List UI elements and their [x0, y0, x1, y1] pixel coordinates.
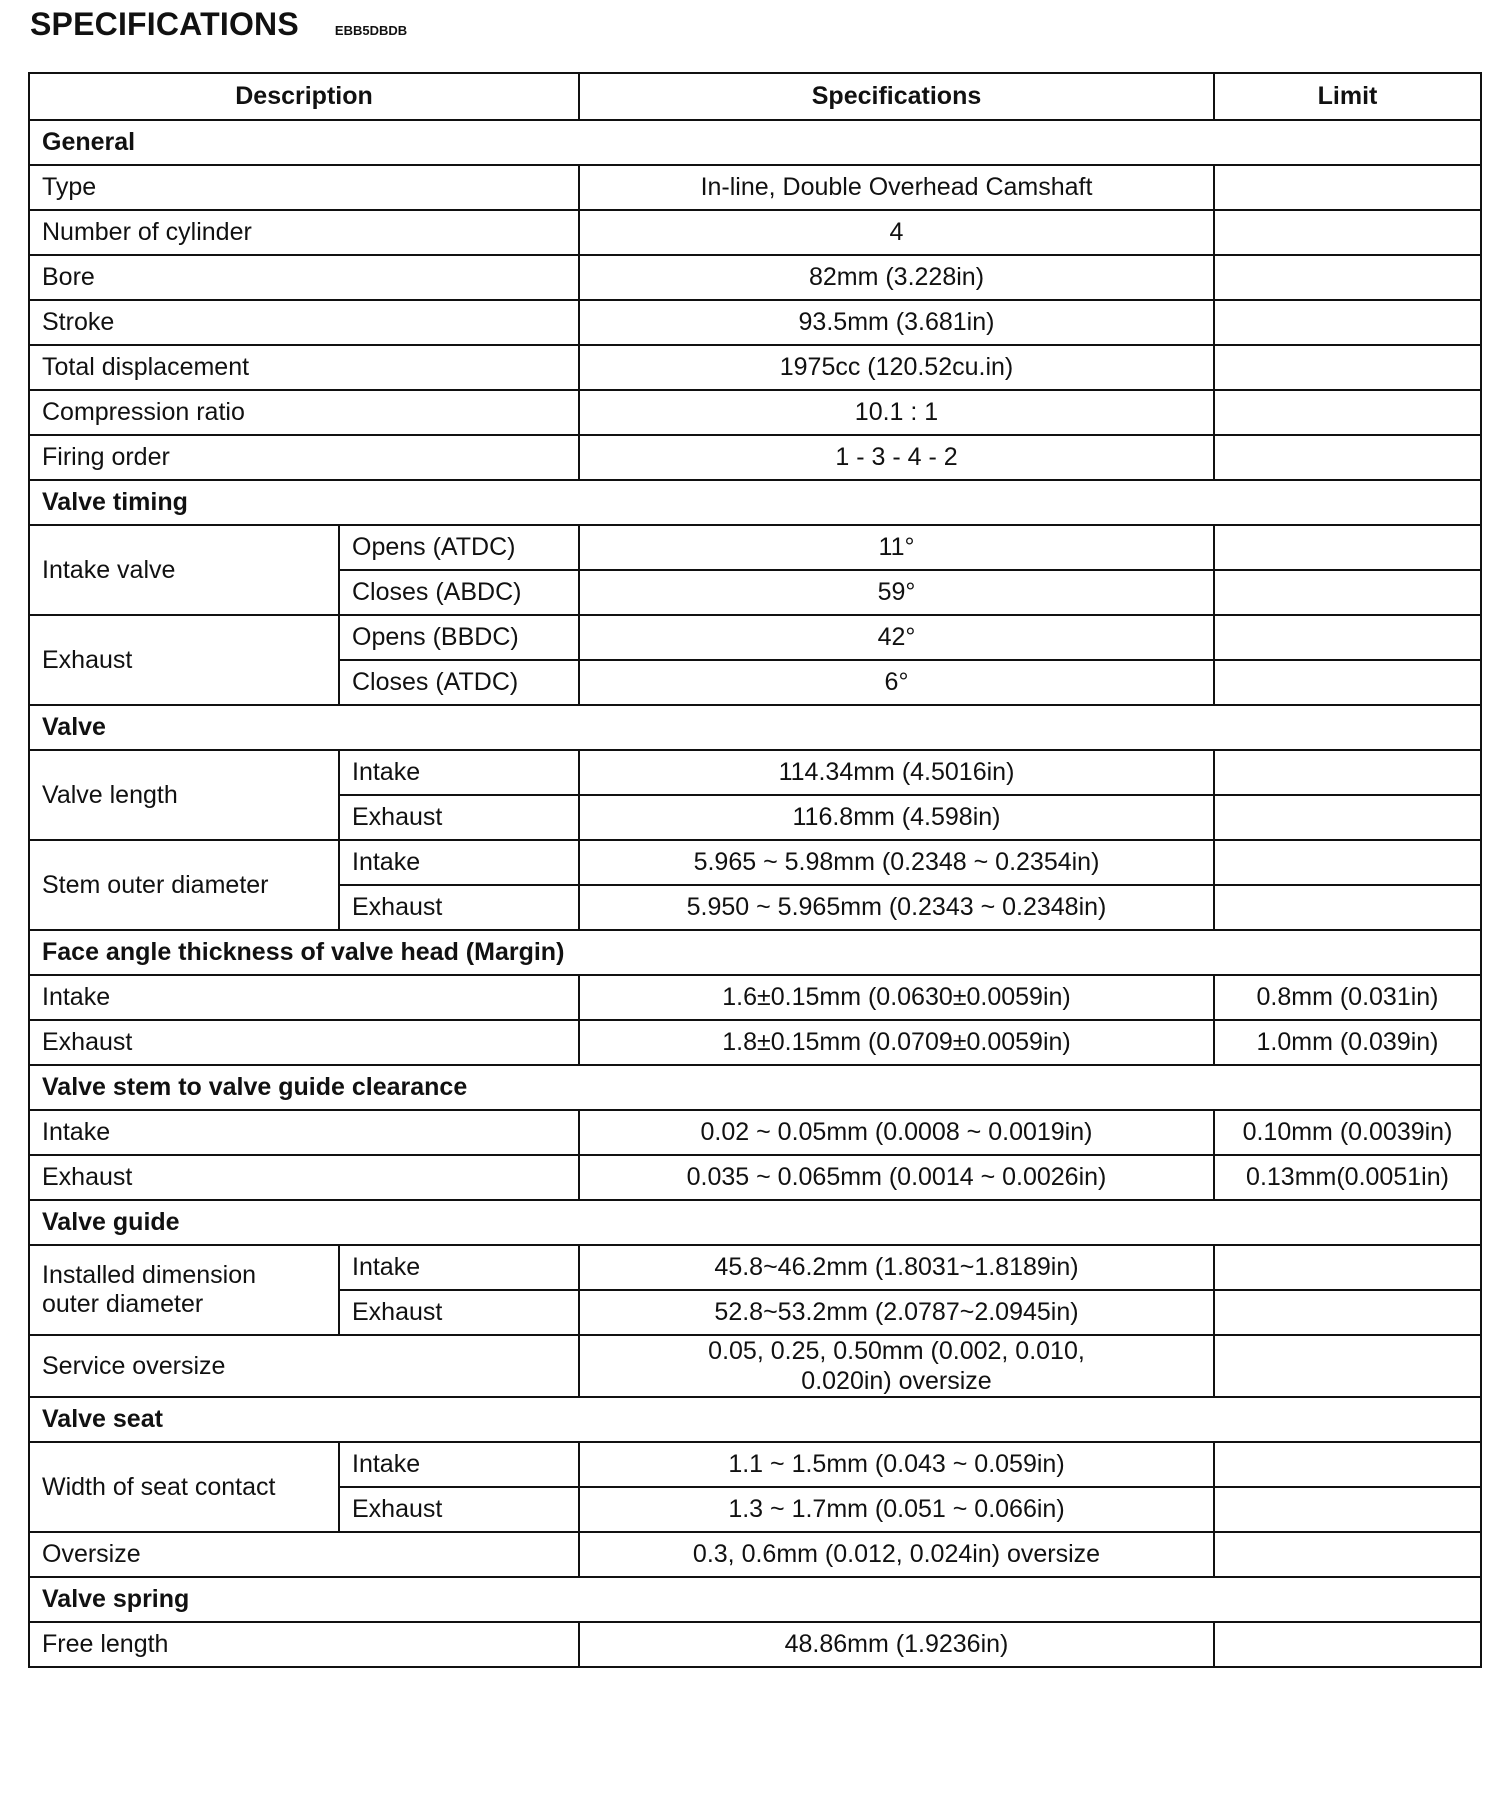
section-valve-timing: Valve timing	[29, 480, 1481, 525]
sub-label: Closes (ABDC)	[339, 570, 579, 615]
row-value: 114.34mm (4.5016in)	[579, 750, 1214, 795]
table-row	[29, 1622, 1481, 1667]
row-label: Compression ratio	[29, 390, 579, 435]
label-line: outer diameter	[42, 1290, 204, 1318]
row-value: 59°	[579, 570, 1214, 615]
heading	[30, 6, 407, 43]
row-value: 1975cc (120.52cu.in)	[579, 345, 1214, 390]
row-value: 0.02 ~ 0.05mm (0.0008 ~ 0.0019in)	[579, 1110, 1214, 1155]
sub-label: Opens (BBDC)	[339, 615, 579, 660]
row-value	[579, 1335, 1214, 1397]
row-label: Exhaust	[29, 1155, 579, 1200]
row-value: 1.6±0.15mm (0.0630±0.0059in)	[579, 975, 1214, 1020]
row-limit	[1214, 300, 1481, 345]
row-limit	[1214, 885, 1481, 930]
row-limit	[1214, 165, 1481, 210]
row-value: 5.950 ~ 5.965mm (0.2343 ~ 0.2348in)	[579, 885, 1214, 930]
row-limit	[1214, 750, 1481, 795]
row-label: Stem outer diameter	[29, 840, 339, 930]
row-value: 116.8mm (4.598in)	[579, 795, 1214, 840]
row-value: 1.1 ~ 1.5mm (0.043 ~ 0.059in)	[579, 1442, 1214, 1487]
row-limit	[1214, 435, 1481, 480]
sub-label: Exhaust	[339, 1290, 579, 1335]
table-row	[29, 1110, 1481, 1155]
row-limit	[1214, 390, 1481, 435]
row-limit	[1214, 1245, 1481, 1290]
table-row	[29, 345, 1481, 390]
row-value: 11°	[579, 525, 1214, 570]
table-row	[29, 1335, 1481, 1397]
sub-label: Intake	[339, 750, 579, 795]
table-row	[29, 1442, 1481, 1487]
table-row	[29, 750, 1481, 795]
row-limit	[1214, 210, 1481, 255]
section-row	[29, 480, 1481, 525]
row-value: 0.3, 0.6mm (0.012, 0.024in) oversize	[579, 1532, 1214, 1577]
section-valve-guide: Valve guide	[29, 1200, 1481, 1245]
table-row	[29, 255, 1481, 300]
value-line: 0.020in) oversize	[801, 1367, 992, 1395]
row-label: Exhaust	[29, 615, 339, 705]
row-value: 0.035 ~ 0.065mm (0.0014 ~ 0.0026in)	[579, 1155, 1214, 1200]
col-header-description: Description	[29, 73, 579, 120]
row-label: Bore	[29, 255, 579, 300]
row-label: Number of cylinder	[29, 210, 579, 255]
row-value: 45.8~46.2mm (1.8031~1.8189in)	[579, 1245, 1214, 1290]
table-row	[29, 1245, 1481, 1290]
page-title: SPECIFICATIONS	[30, 6, 299, 42]
table-row	[29, 525, 1481, 570]
section-row	[29, 705, 1481, 750]
row-limit	[1214, 1487, 1481, 1532]
table-row	[29, 165, 1481, 210]
section-row	[29, 1065, 1481, 1110]
table-row	[29, 840, 1481, 885]
row-value: 6°	[579, 660, 1214, 705]
sub-label: Exhaust	[339, 795, 579, 840]
section-clearance: Valve stem to valve guide clearance	[29, 1065, 1481, 1110]
row-label: Intake valve	[29, 525, 339, 615]
row-value: 1.3 ~ 1.7mm (0.051 ~ 0.066in)	[579, 1487, 1214, 1532]
section-row	[29, 120, 1481, 165]
label-line: Installed dimension	[42, 1261, 257, 1289]
table-row	[29, 210, 1481, 255]
row-value: 52.8~53.2mm (2.0787~2.0945in)	[579, 1290, 1214, 1335]
row-limit	[1214, 1622, 1481, 1667]
row-limit: 0.10mm (0.0039in)	[1214, 1110, 1481, 1155]
table-row	[29, 390, 1481, 435]
row-label: Valve length	[29, 750, 339, 840]
sub-label: Opens (ATDC)	[339, 525, 579, 570]
row-label: Exhaust	[29, 1020, 579, 1065]
row-label: Firing order	[29, 435, 579, 480]
row-limit	[1214, 1290, 1481, 1335]
table-row	[29, 1155, 1481, 1200]
row-limit	[1214, 660, 1481, 705]
row-limit	[1214, 570, 1481, 615]
table-row	[29, 1020, 1481, 1065]
row-label: Stroke	[29, 300, 579, 345]
row-value: 10.1 : 1	[579, 390, 1214, 435]
row-limit	[1214, 1335, 1481, 1397]
row-label: Type	[29, 165, 579, 210]
row-value: In-line, Double Overhead Camshaft	[579, 165, 1214, 210]
row-limit	[1214, 1442, 1481, 1487]
row-label: Width of seat contact	[29, 1442, 339, 1532]
section-row	[29, 930, 1481, 975]
col-header-limit: Limit	[1214, 73, 1481, 120]
section-row	[29, 1397, 1481, 1442]
row-value: 93.5mm (3.681in)	[579, 300, 1214, 345]
row-limit: 1.0mm (0.039in)	[1214, 1020, 1481, 1065]
row-label: Intake	[29, 1110, 579, 1155]
table-row	[29, 300, 1481, 345]
row-value: 1.8±0.15mm (0.0709±0.0059in)	[579, 1020, 1214, 1065]
col-header-specifications: Specifications	[579, 73, 1214, 120]
row-limit	[1214, 840, 1481, 885]
row-label: Total displacement	[29, 345, 579, 390]
row-limit	[1214, 345, 1481, 390]
row-limit	[1214, 795, 1481, 840]
section-valve-seat: Valve seat	[29, 1397, 1481, 1442]
spec-table	[28, 72, 1482, 1668]
row-label: Oversize	[29, 1532, 579, 1577]
section-row	[29, 1200, 1481, 1245]
row-label	[29, 1245, 339, 1335]
row-value: 1 - 3 - 4 - 2	[579, 435, 1214, 480]
row-label: Free length	[29, 1622, 579, 1667]
row-label: Intake	[29, 975, 579, 1020]
row-value: 42°	[579, 615, 1214, 660]
sub-label: Closes (ATDC)	[339, 660, 579, 705]
row-value: 5.965 ~ 5.98mm (0.2348 ~ 0.2354in)	[579, 840, 1214, 885]
section-valve-spring: Valve spring	[29, 1577, 1481, 1622]
row-limit	[1214, 1532, 1481, 1577]
row-limit	[1214, 615, 1481, 660]
sub-label: Intake	[339, 1245, 579, 1290]
value-line: 0.05, 0.25, 0.50mm (0.002, 0.010,	[708, 1337, 1085, 1365]
row-limit: 0.8mm (0.031in)	[1214, 975, 1481, 1020]
row-label: Service oversize	[29, 1335, 579, 1397]
sub-label: Exhaust	[339, 885, 579, 930]
row-limit	[1214, 525, 1481, 570]
header-row	[29, 73, 1481, 120]
table-row	[29, 615, 1481, 660]
table-row	[29, 1532, 1481, 1577]
section-face-angle: Face angle thickness of valve head (Margin)	[29, 930, 1481, 975]
sub-label: Intake	[339, 1442, 579, 1487]
section-general: General	[29, 120, 1481, 165]
table-row	[29, 435, 1481, 480]
table-row	[29, 975, 1481, 1020]
document-code: EBB5DBDB	[334, 23, 408, 38]
row-limit	[1214, 255, 1481, 300]
row-value: 82mm (3.228in)	[579, 255, 1214, 300]
sub-label: Exhaust	[339, 1487, 579, 1532]
section-row	[29, 1577, 1481, 1622]
row-value: 48.86mm (1.9236in)	[579, 1622, 1214, 1667]
row-limit: 0.13mm(0.0051in)	[1214, 1155, 1481, 1200]
row-value: 4	[579, 210, 1214, 255]
sub-label: Intake	[339, 840, 579, 885]
section-valve: Valve	[29, 705, 1481, 750]
